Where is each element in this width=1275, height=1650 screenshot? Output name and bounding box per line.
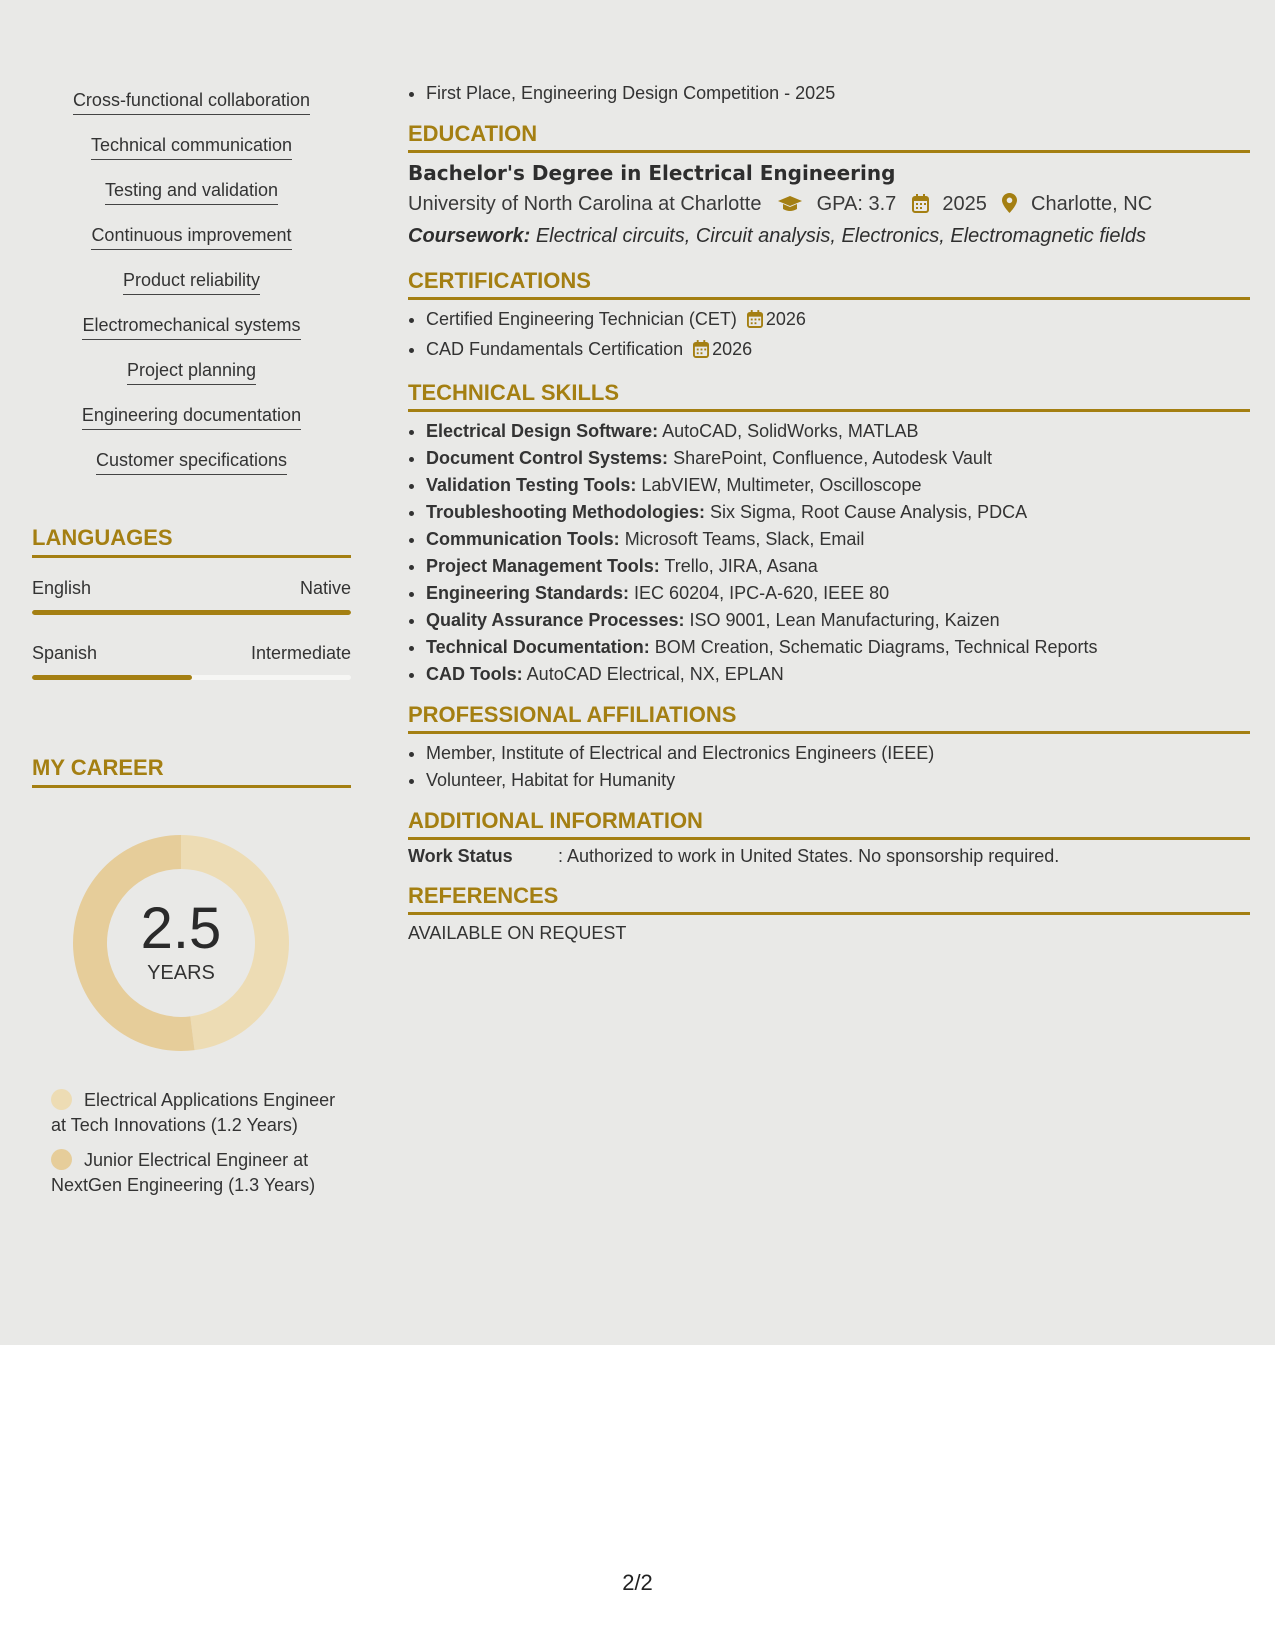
technical-skill-item: • Quality Assurance Processes: ISO 9001, Lean Manufacturing, Kaizen (426, 607, 1250, 634)
work-status-label: Work Status (408, 846, 513, 866)
graduation-cap-icon (777, 195, 803, 219)
technical-skill-item: • Technical Documentation: BOM Creation, Schematic Diagrams, Technical Reports (426, 634, 1250, 661)
technical-skill-item: • Validation Testing Tools: LabVIEW, Multimeter, Oscilloscope (426, 472, 1250, 499)
skill-item: Customer specifications (32, 440, 351, 485)
career-legend-item (51, 1148, 341, 1198)
career-legend-item (51, 1088, 341, 1138)
affiliations-heading: PROFESSIONAL AFFILIATIONS (408, 702, 1250, 734)
school-name: University of North Carolina at Charlotte (408, 193, 762, 215)
career-section (32, 755, 351, 1198)
technical-skills-heading: TECHNICAL SKILLS (408, 380, 1250, 412)
map-pin-icon (1002, 193, 1017, 219)
calendar-icon (747, 309, 763, 336)
certifications-heading: CERTIFICATIONS (408, 268, 1250, 300)
career-legend-label: Junior Electrical Engineer at NextGen Engineering (1.3 Years) (51, 1150, 316, 1195)
school-location: Charlotte, NC (1031, 193, 1153, 215)
affiliation-item: • Member, Institute of Electrical and Electronics Engineers (IEEE) (426, 740, 1250, 767)
career-donut (66, 828, 296, 1058)
language-bar (32, 610, 351, 615)
references-text: AVAILABLE ON REQUEST (408, 923, 627, 943)
calendar-icon (912, 194, 929, 219)
technical-skill-item: • Communication Tools: Microsoft Teams, Slack, Email (426, 526, 1250, 553)
language-row (32, 578, 351, 599)
awards-list (408, 80, 1250, 107)
technical-skill-item: • Project Management Tools: Trello, JIRA, Asana (426, 553, 1250, 580)
graduation-year: 2025 (942, 193, 987, 215)
work-status-value: : Authorized to work in United States. No sponsorship required. (558, 846, 1060, 866)
language-level: Native (299, 578, 351, 598)
legend-dot (51, 1089, 72, 1110)
degree-title: Bachelor's Degree in Electrical Engineering (408, 161, 896, 185)
language-bar-fill (32, 610, 351, 615)
skill-item: Project planning (32, 350, 351, 395)
skill-item: Product reliability (32, 260, 351, 305)
right-column (408, 80, 1250, 944)
skill-item: Electromechanical systems (32, 305, 351, 350)
certification-item (426, 336, 1250, 366)
language-bar-fill (32, 675, 192, 680)
coursework-text: Electrical circuits, Circuit analysis, Electronics, Electromagnetic fields (535, 225, 1147, 247)
language-level: Intermediate (250, 643, 351, 663)
certification-item (426, 306, 1250, 336)
certification-year: 2026 (765, 309, 806, 329)
languages-heading: LANGUAGES (32, 525, 351, 558)
language-name: English (32, 578, 92, 598)
work-status (408, 846, 1250, 867)
language-bar (32, 675, 351, 680)
gpa: GPA: 3.7 (816, 193, 897, 215)
technical-skill-item: • Engineering Standards: IEC 60204, IPC-A-620, IEEE 80 (426, 580, 1250, 607)
skills-list (32, 80, 351, 485)
award-item: • First Place, Engineering Design Competition - 2025 (426, 80, 1250, 107)
technical-skills-list (408, 418, 1250, 688)
technical-skill-item: • CAD Tools: AutoCAD Electrical, NX, EPLAN (426, 661, 1250, 688)
career-total: 2.5 (140, 896, 222, 961)
calendar-icon (693, 339, 709, 366)
technical-skill-item: • Document Control Systems: SharePoint, Confluence, Autodesk Vault (426, 445, 1250, 472)
certification-year: 2026 (712, 339, 753, 359)
references-heading: REFERENCES (408, 883, 1250, 915)
certifications-list (408, 306, 1250, 366)
skill-item: Cross-functional collaboration (32, 80, 351, 125)
left-column (32, 80, 351, 1208)
coursework-label: Coursework: (408, 225, 531, 247)
language-row (32, 643, 351, 664)
coursework (408, 225, 1250, 248)
additional-info-heading: ADDITIONAL INFORMATION (408, 808, 1250, 840)
education-details (408, 193, 1250, 219)
legend-dot (51, 1149, 72, 1170)
languages-section (32, 525, 351, 680)
career-legend-label: Electrical Applications Engineer at Tech Innovations (1.2 Years) (51, 1090, 336, 1135)
skill-item: Continuous improvement (32, 215, 351, 260)
language-name: Spanish (32, 643, 98, 663)
career-unit: YEARS (147, 962, 215, 984)
certification-name: CAD Fundamentals Certification (426, 339, 684, 359)
affiliations-list (408, 740, 1250, 794)
skill-item: Engineering documentation (32, 395, 351, 440)
affiliation-item: • Volunteer, Habitat for Humanity (426, 767, 1250, 794)
certification-name: Certified Engineering Technician (CET) (426, 309, 737, 329)
career-legend (51, 1088, 341, 1198)
skill-item: Technical communication (32, 125, 351, 170)
education-heading: EDUCATION (408, 121, 1250, 153)
career-heading: MY CAREER (32, 755, 351, 788)
skill-item: Testing and validation (32, 170, 351, 215)
technical-skill-item: • Troubleshooting Methodologies: Six Sigma, Root Cause Analysis, PDCA (426, 499, 1250, 526)
page-number: 2/2 (622, 1570, 653, 1595)
technical-skill-item: • Electrical Design Software: AutoCAD, SolidWorks, MATLAB (426, 418, 1250, 445)
